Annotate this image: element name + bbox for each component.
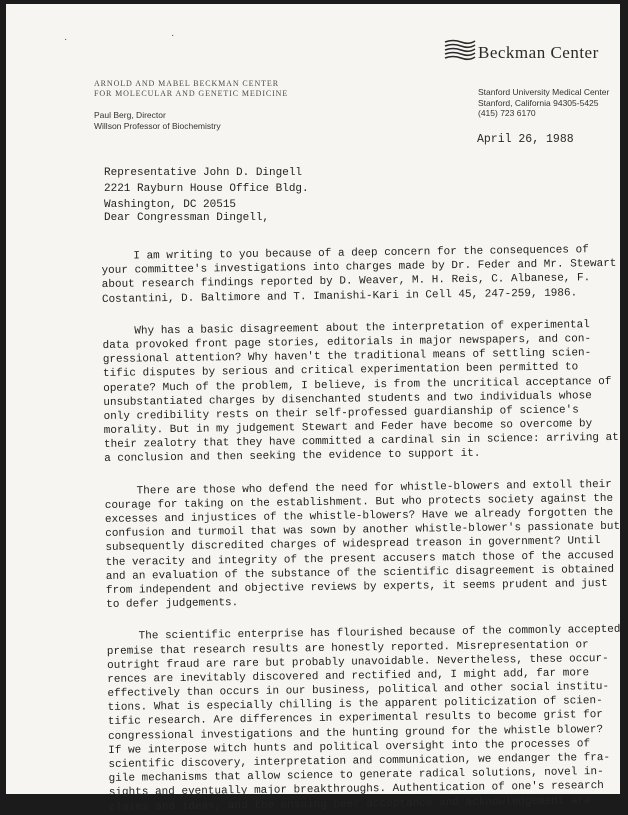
letter-date: April 26, 1988: [477, 133, 574, 146]
body-line: claims and ideas, and the ensuing peer acceptance and acknowledgement are: [108, 794, 591, 814]
body-line: the veracity and integrity of the present accusers match those of the accused: [105, 549, 614, 569]
recipient-address-line: 2221 Rayburn House Office Bldg.: [104, 183, 309, 195]
institution-name: [94, 79, 288, 99]
institution-line: FOR MOLECULAR AND GENETIC MEDICINE: [94, 89, 289, 98]
body-line: from independent and objective reviews by experts, it seems prudent and just: [105, 577, 608, 597]
body-line: scientific discovery, interpretation and communication, we endanger the fra-: [108, 751, 611, 771]
body-line: courage for taking on the establishment. But who protects society against the: [104, 492, 614, 512]
body-line: tions. What is especially chilling is the apparent politicization of scien-: [107, 695, 603, 715]
body-line: premise that research results are honestly reported. Misrepresentation or: [106, 638, 589, 658]
body-line: tific disputes by serious and critical experimentation been permitted to: [102, 361, 579, 381]
director-name: Paul Berg, Director: [94, 110, 166, 120]
recipient-name: Representative John D. Dingell: [104, 167, 303, 179]
salutation: Dear Congressman Dingell,: [104, 212, 270, 224]
body-line: I am writing to you because of a deep concern for the consequences of: [133, 244, 589, 263]
recipient-block: [104, 165, 309, 213]
body-line: congressional investigations and the hunting ground for the whistle blower?: [107, 723, 604, 743]
body-line: Why has a basic disagreement about the interpretation of experimental: [134, 318, 590, 338]
letterhead-address: [478, 87, 609, 119]
body-line: about research findings reported by D. Weaver, M. H. Reis, C. Albanese, F.: [101, 272, 591, 292]
body-line: effectively than occurs in our business, political and other social institu-: [107, 681, 610, 701]
body-line: tific research. Are differences in experimental results to become grist for: [107, 709, 603, 729]
body-line: unsubstantiated charges by disenchanted students and two individuals whose: [103, 389, 592, 409]
institution-line: ARNOLD AND MABEL BECKMAN CENTER: [94, 79, 279, 88]
body-line: morality. But in my judgement Stewart and Feder have become so overcome by: [103, 418, 593, 438]
body-line: sights and eventually major breakthroughs. Authentication of one's research: [108, 780, 604, 800]
body-line: excesses and injustices of the whistle-blowers? Have we already forgotten the: [104, 506, 614, 526]
paragraph: [104, 478, 621, 612]
logo-name: Beckman Center: [478, 43, 599, 62]
body-line: outright fraud are rare but probably unavoidable. Nevertheless, these occur-: [106, 652, 609, 672]
letter-page: [6, 4, 621, 814]
body-line: If we interpose witch hunts and political oversight into the processes of: [108, 738, 591, 757]
body-line: gressional attention? Why haven't the traditional means of settling scien-: [102, 347, 592, 367]
body-line: to defer judgements.: [106, 597, 239, 612]
body-line: gile mechanisms that allow science to generate radical solutions, novel in-: [108, 766, 604, 786]
body-line: a conclusion and then seeking the evidence to support it.: [104, 448, 481, 466]
paragraph: [106, 624, 621, 815]
body-line: their zealotry that they have committed a cardinal sin in science: arriving at: [103, 432, 619, 452]
body-line: only credibility rests on their self-professed guardianship of science's: [103, 404, 579, 423]
beckman-logo-icon: [443, 38, 477, 60]
body-line: subsequently discredited charges of widespread treason in government? Until: [105, 535, 601, 555]
speck-mark: ·: [171, 30, 175, 41]
speck-mark: ·: [64, 34, 68, 45]
body-line: data provoked front page stories, editorials in major newspapers, and con-: [102, 333, 592, 352]
body-line: There are those who defend the need for whistle-blowers and extoll their: [136, 478, 612, 498]
letter-body: [101, 225, 621, 814]
address-phone: (415) 723 6170: [478, 108, 536, 118]
recipient-address-line: Washington, DC 20515: [104, 199, 237, 211]
body-line: confusion and turmoil that was sown by another whistle-blower's passionate but: [105, 520, 621, 541]
body-line: rences are inevitably discovered and rectified and, I might add, far more: [107, 667, 590, 686]
director-title: Willson Professor of Biochemistry: [94, 121, 221, 131]
body-line: and an evaluation of the substance of the scientific disagreement is obtained: [105, 563, 615, 583]
body-line: Costantini, D. Baltimore and T. Imanishi-Kari in Cell 45, 247-259, 1986.: [101, 286, 578, 306]
address-line: Stanford, California 94305-5425: [478, 97, 599, 108]
paragraph: [102, 318, 619, 466]
address-line: Stanford University Medical Center: [478, 87, 610, 97]
director-block: [94, 110, 221, 132]
body-line: The scientific enterprise has flourished because of the commonly accepted: [138, 624, 621, 643]
paragraph: [101, 243, 617, 306]
body-line: your committee's investigations into charges made by Dr. Feder and Mr. Stewart: [101, 257, 617, 278]
body-line: operate? Much of the problem, I believe, is from the uncritical acceptance of: [103, 375, 612, 395]
